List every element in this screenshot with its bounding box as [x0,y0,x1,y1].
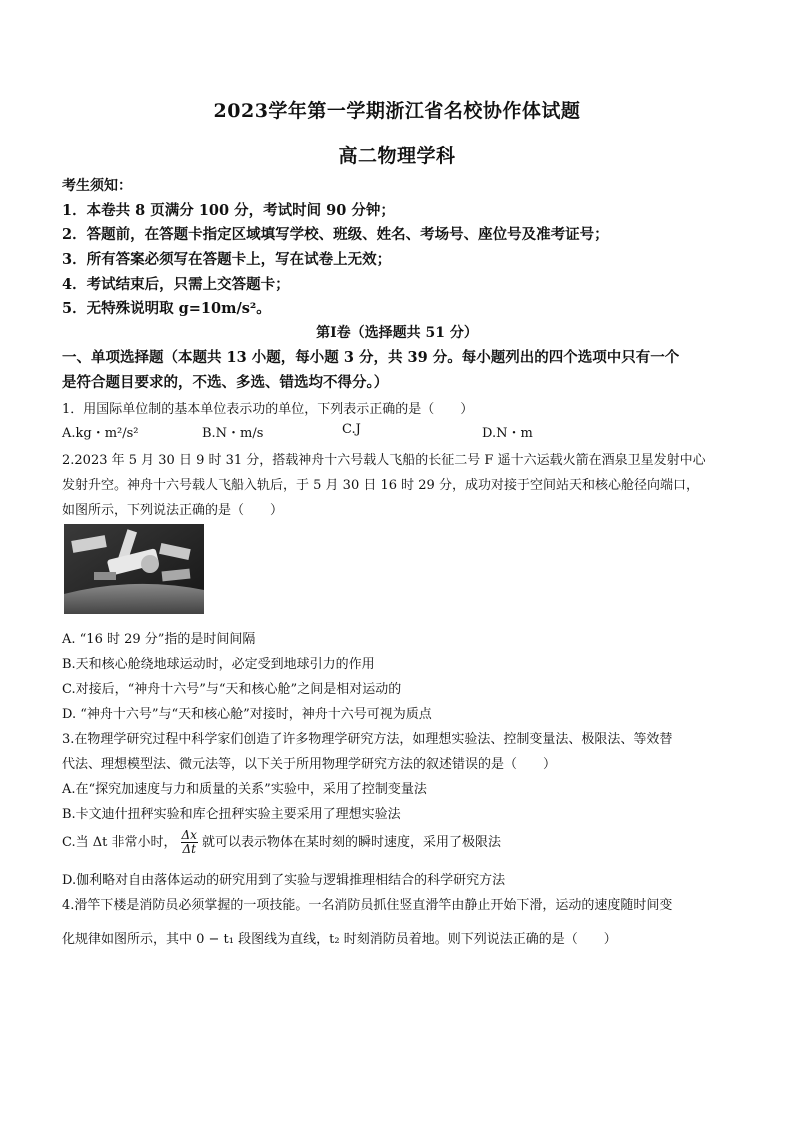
q3-option-b: B.卡文迪什扭秤实验和库仑扭秤实验主要采用了理想实验法 [62,807,401,822]
part-heading-line-1: 一、单项选择题（本题共 13 小题，每小题 3 分，共 39 分。每小题列出的四个选项中只有一个 [62,349,680,366]
delta-x-over-delta-t-fraction [181,829,198,856]
q1-option-b: B.N・m/s [202,426,264,441]
q4-stem-line-1: 4.滑竿下楼是消防员必须掌握的一项技能。一名消防员抓住竖直滑竿由静止开始下滑，运动的速度随时间变 [62,898,673,913]
q2-option-a: A. “16 时 29 分”指的是时间间隔 [62,632,256,647]
q3-option-c-suffix: 就可以表示物体在某时刻的瞬时速度，采用了极限法 [201,835,501,850]
q3-stem-line-1: 3.在物理学研究过程中科学家们创造了许多物理学研究方法，如理想实验法、控制变量法、极限法、等效替 [62,732,673,747]
notice-heading: 考生须知： [62,178,132,194]
q2-stem-line-2: 发射升空。神舟十六号载人飞船入轨后，于 5 月 30 日 16 时 29 分，成功对接于空间站天和核心舱径向端口， [62,478,699,493]
q3-option-a: A.在“探究加速度与力和质量的关系”实验中，采用了控制变量法 [62,782,427,797]
fraction-numerator: Δx [181,828,197,842]
notice-item-5: 5．无特殊说明取 g=10m/s²。 [62,300,271,317]
space-station-photo-graphic [64,524,204,614]
exam-subtitle: 高二物理学科 [338,145,456,167]
fraction-denominator: Δt [182,842,196,856]
volume-heading: 第Ⅰ卷（选择题共 51 分） [316,325,478,341]
q1-stem: 1．用国际单位制的基本单位表示功的单位，下列表示正确的是（ ） [62,402,474,417]
q1-option-d: D.N・m [482,426,533,441]
q3-option-d: D.伽利略对自由落体运动的研究用到了实验与逻辑推理相结合的科学研究方法 [62,873,506,888]
q1-option-c: C.J [342,422,361,437]
q2-option-b: B.天和核心舱绕地球运动时，必定受到地球引力的作用 [62,657,375,672]
q2-option-c: C.对接后，“神舟十六号”与“天和核心舱”之间是相对运动的 [62,682,402,697]
q3-option-c [62,829,501,856]
notice-item-4: 4．考试结束后，只需上交答题卡； [62,276,290,293]
q2-stem-line-3: 如图所示，下列说法正确的是（ ） [62,503,284,518]
q2-option-d: D. “神舟十六号”与“天和核心舱”对接时，神舟十六号可视为质点 [62,707,432,722]
notice-item-1: 1．本卷共 8 页满分 100 分，考试时间 90 分钟； [62,202,395,219]
q2-stem-line-1: 2.2023 年 5 月 30 日 9 时 31 分，搭载神舟十六号载人飞船的长征二号 F 遥十六运载火箭在酒泉卫星发射中心 [62,453,706,468]
notice-item-3: 3．所有答案必须写在答题卡上，写在试卷上无效； [62,251,392,268]
space-station-photo [64,524,204,614]
q1-option-a: A.kg・m²/s² [62,426,139,441]
part-heading-line-2: 是符合题目要求的，不选、多选、错选均不得分。） [62,374,389,391]
q3-option-c-prefix: C.当 Δt 非常小时， [62,835,177,850]
q4-stem-line-2: 化规律如图所示，其中 0 − t₁ 段图线为直线，t₂ 时刻消防员着地。则下列说法正确的是（ ） [62,932,617,947]
q3-stem-line-2: 代法、理想模型法、微元法等，以下关于所用物理学研究方法的叙述错误的是（ ） [62,757,557,772]
exam-title: 2023学年第一学期浙江省名校协作体试题 [213,100,581,122]
notice-item-2: 2．答题前，在答题卡指定区域填写学校、班级、姓名、考场号、座位号及准考证号； [62,226,609,243]
